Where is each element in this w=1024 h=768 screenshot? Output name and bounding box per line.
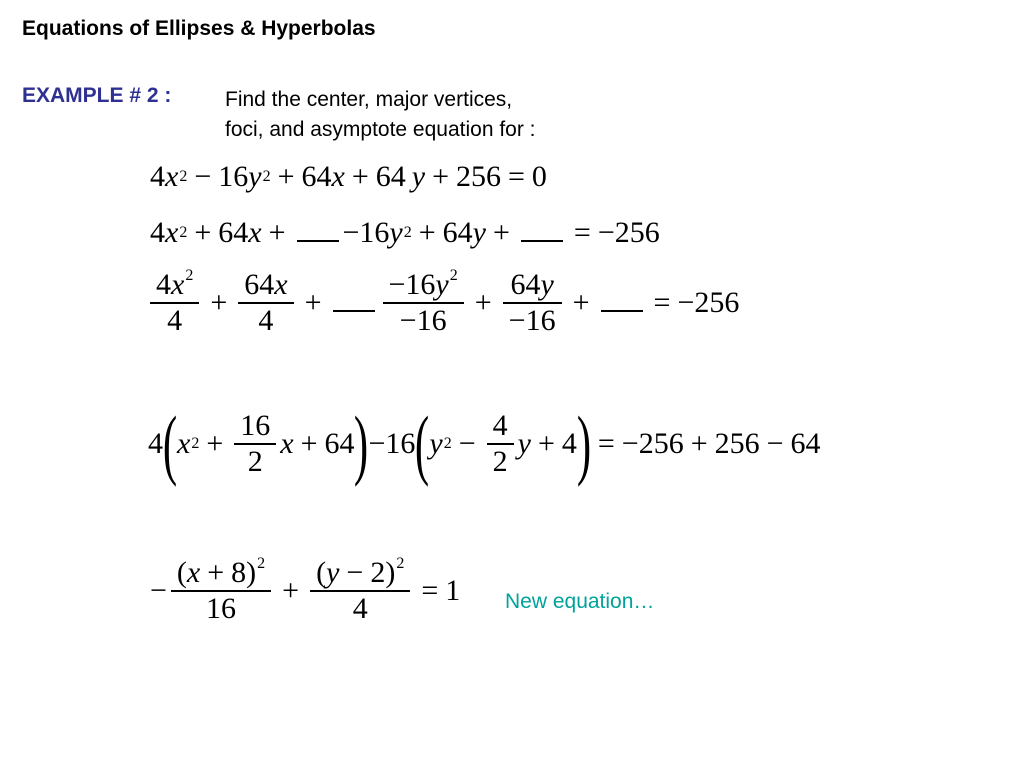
equation-step-2: 4 x 2 + 64 x + −16 y 2 + 64 y + = −256 [150,216,660,249]
fraction: $\frac{(y - 2)^2}{4}$ [310,556,410,626]
equation-step-4: 4 ( x 2 + $\frac{16}{2}$ x + 64 ) −16 ( y 2 − $\frac{4}{2}$ y + 4 ) = −256 + 256 − 64 [148,400,821,487]
new-equation-note: New equation… [505,590,655,613]
prompt-line-1: Find the center, major vertices, [225,88,513,111]
fraction: $\frac{(x + 8)^2}{16}$ [171,556,271,626]
equation-step-3: $\frac{4x^2}{4}$ + $\frac{64x}{4}$ + $\frac{-16y^2}{-16}$ + $\frac{64y}{-16}$ + = −256 [146,268,739,338]
equation-result: − $\frac{(x + 8)^2}{16}$ + $\frac{(y - 2)^2}{4}$ = 1 [150,555,461,625]
fraction: $\frac{64x}{4}$ [238,268,293,338]
example-prompt [225,85,536,145]
blank-x [297,220,339,242]
page-title: Equations of Ellipses & Hyperbolas [22,17,376,40]
fraction: $\frac{64y}{-16}$ [503,268,562,338]
fraction: $\frac{-16y^2}{-16}$ [383,268,464,338]
fraction: $\frac{4}{2}$ [487,409,514,479]
equation-step-1: 4 x 2 − 16 y 2 + 64 x + 64 y + 256 = 0 [150,160,547,193]
fraction: $\frac{16}{2}$ [234,409,276,479]
prompt-line-2: foci, and asymptote equation for : [225,118,536,141]
example-label: EXAMPLE # 2 : [22,84,172,107]
blank-y [521,220,563,242]
fraction: $\frac{4x^2}{4}$ [150,268,199,338]
blank-y [601,290,643,312]
blank-x [333,290,375,312]
